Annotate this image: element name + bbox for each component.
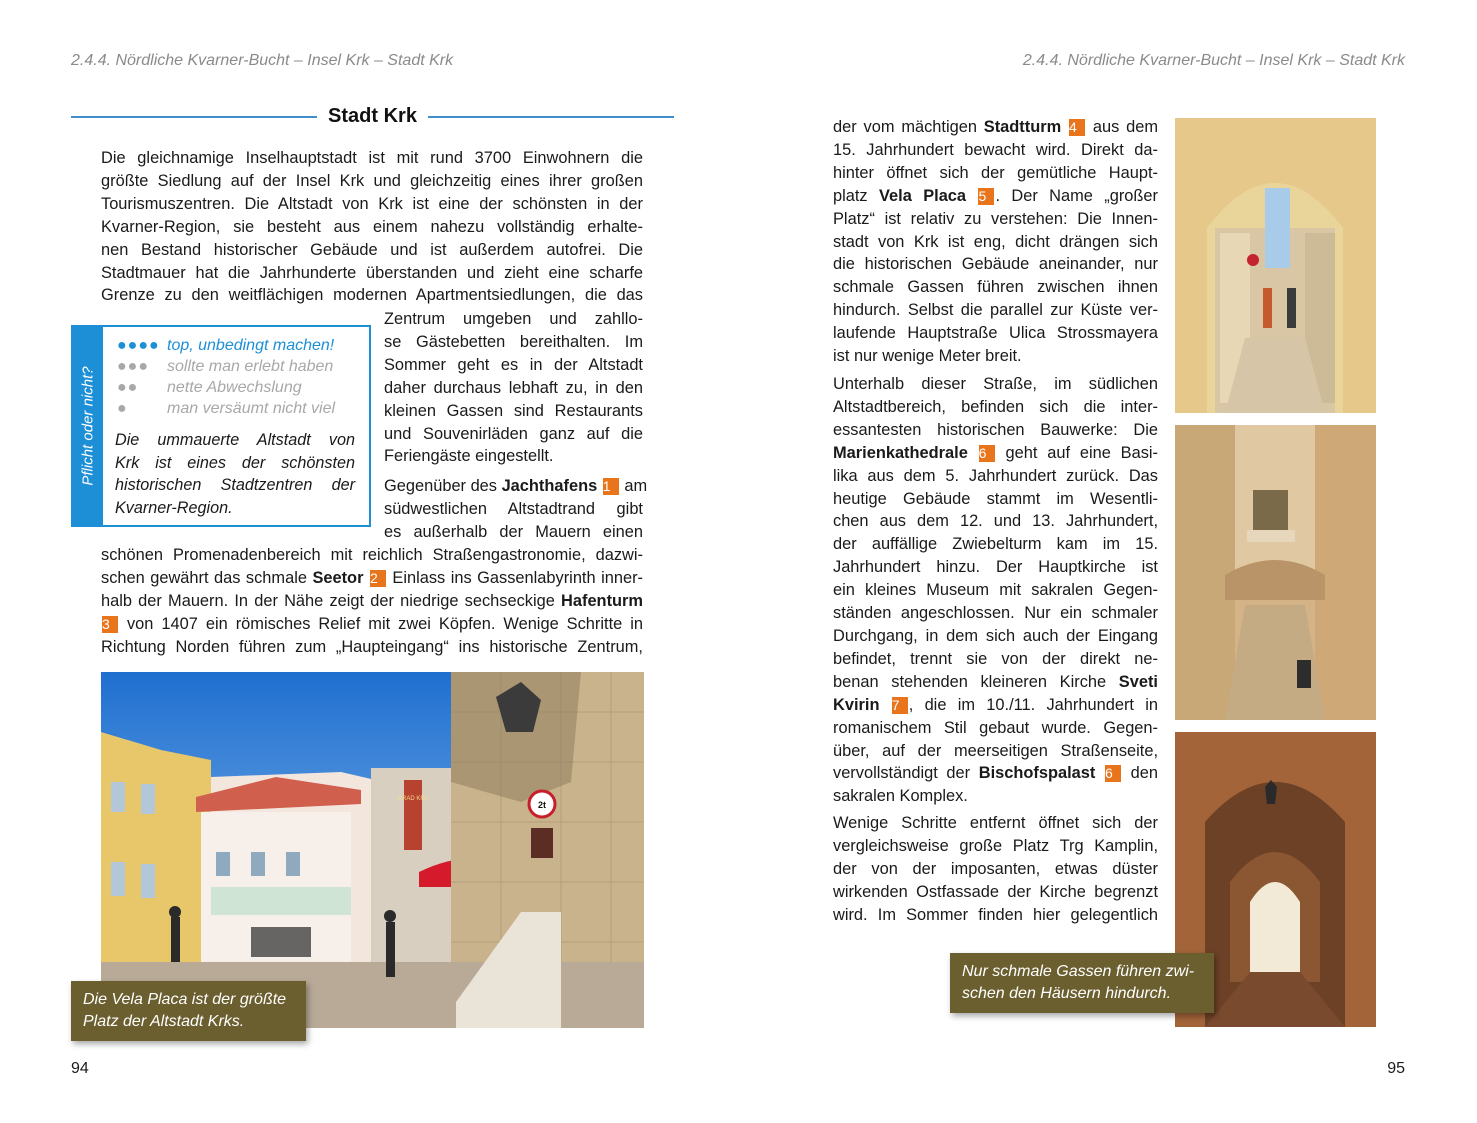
poi-jachthafen: Jachthafens (501, 477, 598, 495)
right-paragraph-1: der vom mächtigen Stadtturm 4 aus dem 15. Jahrhundert bewacht wird. Direkt da- hinter öffnet sich der gemütliche Haupt- platz Vela Placa 5 . Der Name „großer Platz“ ist relativ zu verstehen: Die Innen- stadt von Krk ist eng, dicht drängen sich die historischen Gebäude aneinander, nur schmale Gassen führen zwischen ihnen hindurch. Selbst die parallel zur Küste ver- laufende Hauptstraße Ulica Strossmayera ist nur wenige Meter breit. (833, 118, 1159, 366)
marker-2: 2 (370, 570, 386, 587)
caption-right: Nur schmale Gassen führen zwi- schen den Häusern hindurch. (950, 953, 1214, 1013)
photo-vela-placa (101, 672, 644, 1028)
poi-seetor: Seetor (312, 568, 364, 587)
svg-text:2t: 2t (537, 800, 547, 810)
svg-text:GRAD KRK: GRAD KRK (397, 796, 429, 802)
section-title (71, 104, 674, 128)
marker-6b: 6 (1105, 765, 1121, 782)
poi-hafenturm: Hafenturm (561, 591, 643, 610)
poi-marienkathedrale: Marienkathedrale (833, 443, 968, 462)
marker-6: 6 (979, 445, 995, 462)
page-number-right: 95 (1387, 1060, 1405, 1077)
marker-4: 4 (1069, 119, 1085, 136)
rating-row: ●●● sollte man erlebt haben (117, 358, 334, 375)
marker-1: 1 (603, 478, 619, 495)
wide-paragraph: schönen Promenadenbereich mit reichlich Straßengastronomie, dazwi- schen gewährt das schmale Seetor 2 Einlass ins Gassenlabyrinth inner- halb der Mauern. In der Nähe zeigt der niedrige sechseckige Hafenturm 3 von 1407 ein römisches Relief mit zwei Köpfen. Wenige Schritte in Richtung Norden führen zum „Haupteingang“ ins historische Zentrum, (101, 546, 643, 656)
running-head-right: 2.4.4. Nördliche Kvarner-Bucht – Insel Krk – Stadt Krk (1022, 52, 1405, 69)
photo-alley-2 (1175, 425, 1376, 720)
page-title: Stadt Krk (328, 105, 417, 127)
poi-kvirin: Kvirin (833, 695, 880, 714)
rating-row: ●●●● top, unbedingt machen! (117, 337, 335, 354)
page-number-left: 94 (71, 1060, 89, 1077)
side-paragraph-2: Gegenüber des Jachthafens 1 am südwestlichen Altstadtrand gibt es außerhalb der Mauern einen (384, 477, 648, 541)
marker-5: 5 (978, 188, 994, 205)
right-paragraph-3: Wenige Schritte entfernt öffnet sich der vergleichsweise große Platz Trg Kamplin, der von der imposanten, etwas düster wirkenden Ostfassade der Kirche begrenzt wird. Im Sommer finden hier gelegentlich (833, 814, 1158, 924)
rating-row: ●● nette Abwechslung (117, 379, 302, 396)
rating-box-label: Pflicht oder nicht? (73, 327, 103, 525)
side-paragraph-1: Zentrum umgeben und zahllo- se Gästebetten bereithalten. Im Sommer geht es in der Altstadt daher durchaus lebhaft zu, in den kleinen Gassen sind Restaurants und Souvenirläden ganz auf die Feriengäste eingestellt. (384, 310, 643, 466)
marker-3: 3 (102, 616, 118, 633)
rating-row: ● man versäumt nicht viel (117, 400, 336, 417)
poi-vela-placa: Vela Placa (879, 186, 967, 205)
right-paragraph-2: Unterhalb dieser Straße, im südlichen Altstadtbereich, befinden sich die inter- essantesten historischen Bauwerke: Die Marienkathedrale 6 geht auf eine Basi- lika aus dem 5. Jahrhundert zurück. Das heutige Gebäude stammt im Wesentli- chen aus dem 12. und 13. Jahrhundert, der auffällige Zwiebelturm kam im 15. Jahrhundert hinzu. Der Hauptkirche ist ein kleines Museum mit sakralen Gegen- ständen angeschlossen. Nur ein schmaler Durchgang, in dem sich auch der Eingang befindet, trennt sie von der direkt ne- benan stehenden kleineren Kirche Sveti Kvirin 7 , die im 10./11. Jahrhundert in romanischem Stil gebaut wurde. Gegen- über, auf der meerseitigen Straßenseite, vervollständigt der Bischofspalast 6 den sakralen Komplex. (833, 375, 1159, 806)
poi-bischofspalast: Bischofspalast (978, 764, 1096, 783)
caption-left: Die Vela Placa ist der größte Platz der Altstadt Krks. (71, 981, 306, 1041)
rating-box (71, 325, 371, 527)
running-head-left: 2.4.4. Nördliche Kvarner-Bucht – Insel Krk – Stadt Krk (71, 52, 454, 69)
poi-sveti: Sveti (1118, 672, 1158, 691)
photo-alley-1 (1175, 118, 1376, 413)
poi-stadtturm: Stadtturm (983, 118, 1062, 136)
marker-7: 7 (892, 697, 908, 714)
rating-box-text: Die ummauerte Altstadt von Krk ist eines der schönsten historischen Stadtzentren der Kvarner-Region. (115, 431, 355, 517)
intro-paragraph: Die gleichnamige Inselhauptstadt ist mit rund 3700 Einwohnern die größte Siedlung auf der Insel Krk und gleichzeitig eines ihrer großen Tourismuszentren. Die Altstadt von Krk ist eine der schönsten in der Kvarner-Region, sie besteht aus einem nahezu vollständig erhalte- nen Bestand historischer Gebäude und ist außerdem autofrei. Die Stadtmauer hat die Jahrhunderte überstanden und zieht eine scharfe Grenze zu den weitflächigen modernen Apartmentsiedlungen, die das (101, 149, 643, 305)
